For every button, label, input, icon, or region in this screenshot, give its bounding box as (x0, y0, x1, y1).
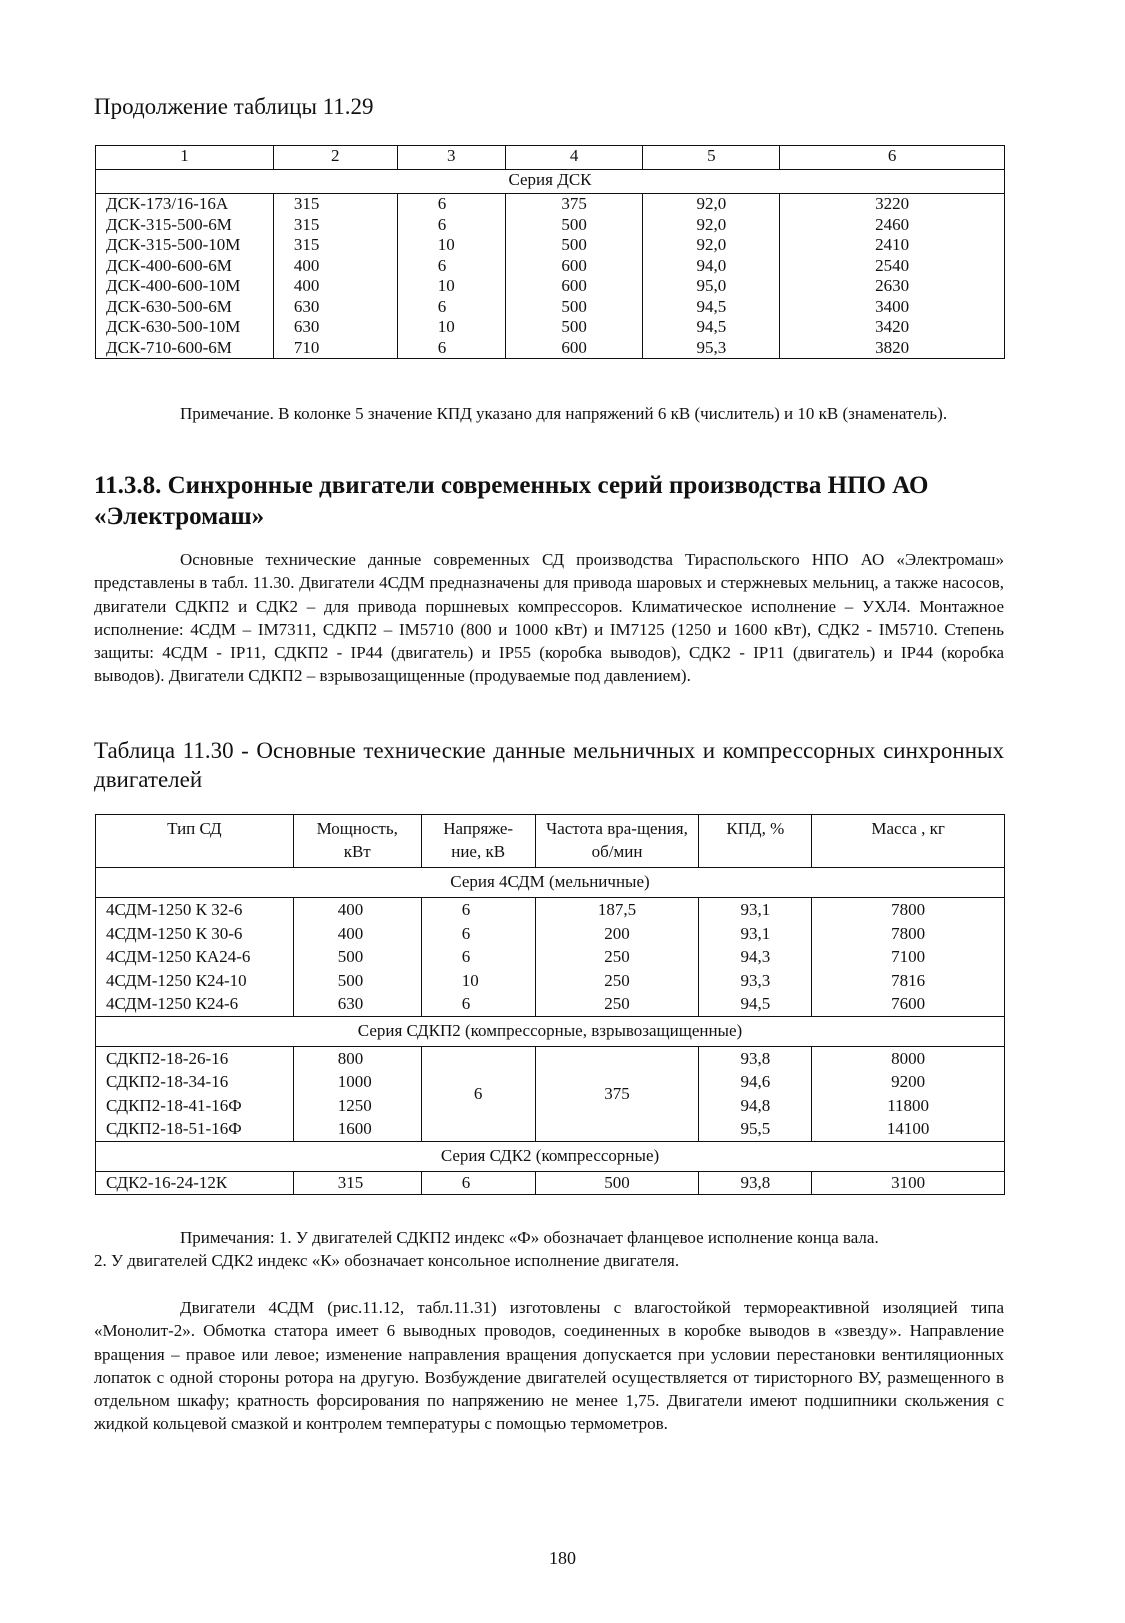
series-label: Серия 4СДМ (мельничные) (96, 868, 1005, 898)
table-header-row (96, 146, 1005, 170)
cell-type: ДСК-173/16-16А ДСК-315-500-6М ДСК-315-500-10М ДСК-400-600-6М ДСК-400-600-10М ДСК-630-500-6М ДСК-630-500-10М ДСК-710-600-6М (96, 194, 274, 359)
series-row (96, 868, 1005, 898)
column-header: Тип СД (96, 815, 294, 868)
table-row (96, 1046, 1005, 1141)
series-label: Серия СДК2 (компрессорные) (96, 1141, 1005, 1171)
table-header-row (96, 815, 1005, 868)
cell-col5: 92,0 92,0 92,0 94,0 95,0 94,5 94,5 95,3 (643, 194, 780, 359)
column-header: Мощность, кВт (293, 815, 421, 868)
cell-col6: 3220 2460 2410 2540 2630 3400 3420 3820 (780, 194, 1005, 359)
cell-mass: 8000 9200 11800 14100 (812, 1046, 1005, 1141)
series-label: Серия ДСК (96, 170, 1005, 194)
cell-power: 315 (293, 1171, 421, 1194)
series-row (96, 170, 1005, 194)
cell-voltage: 6 6 6 10 6 (421, 898, 535, 1017)
column-header: 1 (96, 146, 274, 170)
table-notes (94, 1226, 1004, 1272)
column-header: Частота вра-щения, об/мин (535, 815, 699, 868)
body-paragraph: Двигатели 4СДМ (рис.11.12, табл.11.31) изготовлены с влагостойкой термореактивной изоляцией типа «Монолит-2». Обмотка статора имеет 6 выводных проводов, соединенных в коробке выводов в «звезду». Направление вращения – правое или левое; изменение направления вращения допускается при условии перестановки вентиляционных лопаток с одной стороны ротора на другую. Возбуждение двигателей осуществляется от тиристорного ВУ, размещенного в отдельном шкафу; кратность форсирования по напряжению не менее 1,75. Двигатели имеют подшипники скольжения с жидкой кольцевой смазкой и контролем температуры с помощью термометров. (94, 1298, 1004, 1434)
cell-type: 4СДМ-1250 К 32-6 4СДМ-1250 К 30-6 4СДМ-1250 КА24-6 4СДМ-1250 К24-10 4СДМ-1250 К24-6 (96, 898, 294, 1017)
cell-type: СДК2-16-24-12К (96, 1171, 294, 1194)
table-caption: Таблица 11.30 - Основные технические данные мельничных и компрессорных синхронных двигателей (94, 738, 1004, 792)
cell-mass: 7800 7800 7100 7816 7600 (812, 898, 1005, 1017)
cell-efficiency: 93,1 93,1 94,3 93,3 94,5 (699, 898, 812, 1017)
table-row (96, 898, 1005, 1017)
column-header: 5 (643, 146, 780, 170)
continuation-title: Продолжение таблицы 11.29 (94, 94, 374, 119)
section-heading: 11.3.8. Синхронные двигатели современных серий производства НПО АО «Электромаш» (94, 472, 929, 530)
column-header: 4 (505, 146, 643, 170)
note-line-1: Примечания: 1. У двигателей СДКП2 индекс «Ф» обозначает фланцевое исполнение конца вала. (180, 1228, 879, 1247)
table-row (96, 194, 1005, 359)
column-header: Напряже-ние, кВ (421, 815, 535, 868)
page-number: 180 (549, 1548, 576, 1568)
cell-col3: 6 6 10 6 10 6 10 6 (397, 194, 505, 359)
cell-voltage: 6 (421, 1171, 535, 1194)
cell-voltage: 6 (421, 1046, 535, 1141)
series-label: Серия СДКП2 (компрессорные, взрывозащищенные) (96, 1016, 1005, 1046)
column-header: 6 (780, 146, 1005, 170)
cell-speed: 500 (535, 1171, 699, 1194)
body-paragraph: Основные технические данные современных СД производства Тираспольского НПО АО «Электромаш» представлены в табл. 11.30. Двигатели 4СДМ предназначены для привода шаровых и стержневых мельниц, а также насосов, двигатели СДКП2 и СДК2 – для привода поршневых компрессоров. Климатическое исполнение – УХЛ4. Монтажное исполнение: 4СДМ – IM7311, СДКП2 – IM5710 (800 и 1000 кВт) и IM7125 (1250 и 1600 кВт), СДК2 - IM5710. Степень защиты: 4СДМ - IP11, СДКП2 - IP44 (двигатель) и IP55 (коробка выводов), СДК2 - IP11 (двигатель) и IP44 (коробка выводов). Двигатели СДКП2 – взрывозащищенные (продуваемые под давлением). (94, 550, 1004, 686)
table-note: Примечание. В колонке 5 значение КПД указано для напряжений 6 кВ (числитель) и 10 кВ (знаменатель). (180, 404, 948, 423)
cell-power: 800 1000 1250 1600 (293, 1046, 421, 1141)
cell-power: 400 400 500 500 630 (293, 898, 421, 1017)
cell-mass: 3100 (812, 1171, 1005, 1194)
column-header: 3 (397, 146, 505, 170)
series-row (96, 1141, 1005, 1171)
column-header: 2 (273, 146, 397, 170)
table-row (96, 1171, 1005, 1194)
cell-efficiency: 93,8 94,6 94,8 95,5 (699, 1046, 812, 1141)
cell-col2: 315 315 315 400 400 630 630 710 (273, 194, 397, 359)
cell-speed: 187,5 200 250 250 250 (535, 898, 699, 1017)
note-line-2: 2. У двигателей СДК2 индекс «К» обозначает консольное исполнение двигателя. (94, 1251, 680, 1270)
cell-speed: 375 (535, 1046, 699, 1141)
table-11-30 (95, 814, 1005, 1195)
cell-type: СДКП2-18-26-16 СДКП2-18-34-16 СДКП2-18-41-16Ф СДКП2-18-51-16Ф (96, 1046, 294, 1141)
series-row (96, 1016, 1005, 1046)
column-header: Масса , кг (812, 815, 1005, 868)
column-header: КПД, % (699, 815, 812, 868)
cell-col4: 375 500 500 600 600 500 500 600 (505, 194, 643, 359)
cell-efficiency: 93,8 (699, 1171, 812, 1194)
table-11-29-continuation (95, 145, 1005, 359)
